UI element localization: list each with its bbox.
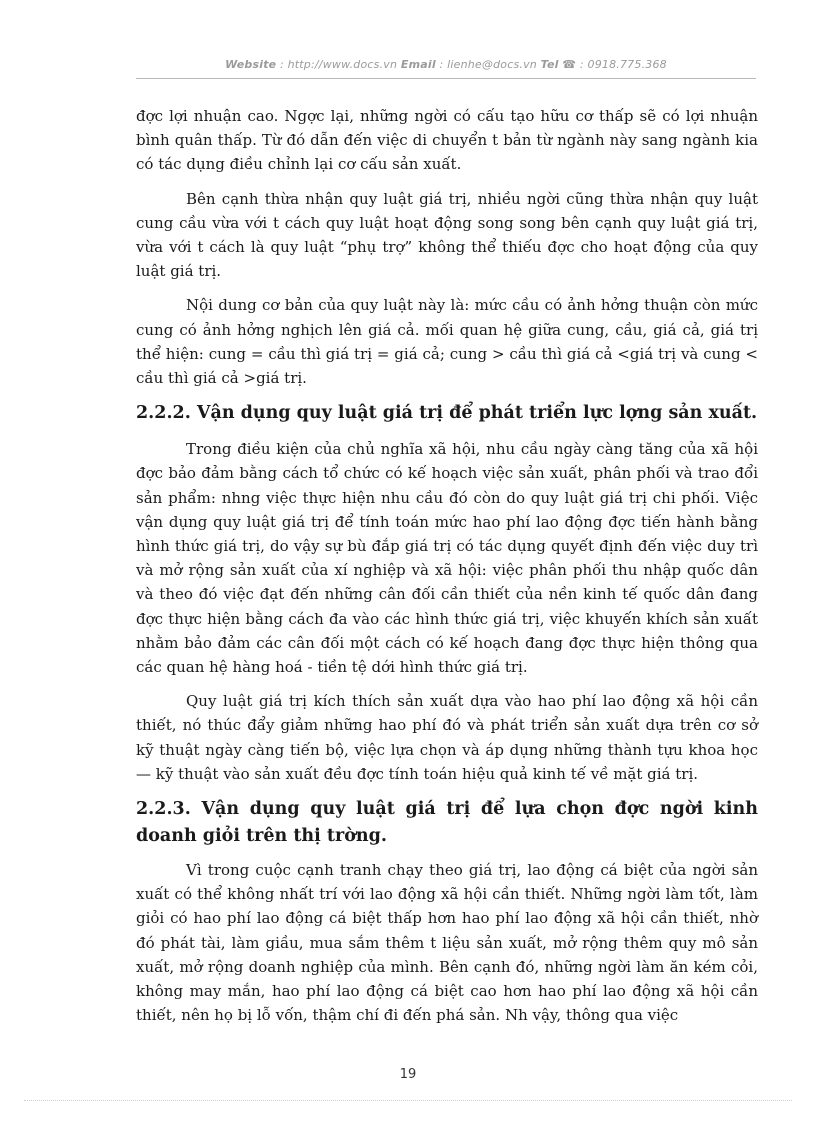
paragraph-1: đợc lợi nhuận cao. Ngợc lại, những ngời có cấu tạo hữu cơ thấp sẽ có lợi nhuận bình quân thấp. Từ đó dẫn đến việc di chuyển t bản từ ngành này sang ngành kia có tác dụng điều chỉnh lại cơ cấu sản xuất. xyxy=(136,107,758,174)
website-url[interactable]: : http://www.docs.vn xyxy=(276,58,401,71)
paragraph-6: Vì trong cuộc cạnh tranh chạy theo giá trị, lao động cá biệt của ngời sản xuất có thể không nhất trí với lao động xã hội cần thiết. Những ngời làm tốt, làm giỏi có hao phí lao động cá biệt thấp hơn hao phí lao động xã hội cần thiết, nhờ đó phát tài, làm giầu, mua sắm thêm t liệu sản xuất, mở rộng thêm quy mô sản xuất, mở rộng doanh nghiệp của mình. Bên cạnh đó, những ngời làm ăn kém cỏi, không may mắn, hao phí lao động cá biệt cao hơn hao phí lao động xã hội cần thiết, nên họ bị lỗ vốn, thậm chí đi đến phá sản. Nh vậy, thông qua việc xyxy=(136,861,758,1025)
page-header xyxy=(136,58,756,71)
section-heading-2-2-3: 2.2.3. Vận dụng quy luật giá trị để lựa chọn đợc ngời kinh doanh giỏi trên thị trờng. xyxy=(136,799,758,847)
page-number: 19 xyxy=(399,1067,417,1082)
email-address[interactable]: : lienhe@docs.vn xyxy=(435,58,541,71)
tel-label: Tel xyxy=(540,58,559,71)
tel-number: ☎ : 0918.775.368 xyxy=(558,58,667,71)
paragraph-4: Trong điều kiện của chủ nghĩa xã hội, nhu cầu ngày càng tăng của xã hội đợc bảo đảm bằng cách tổ chức có kế hoạch việc sản xuất, phân phối và trao đổi sản phẩm: nhng việc thực hiện nhu cầu đó còn do quy luật giá trị chi phối. Việc vận dụng quy luật giá trị để tính toán mức hao phí lao động đợc tiến hành bằng hình thức giá trị, do vậy sự bù đắp giá trị có tác dụng quyết định đến việc duy trì và mở rộng sản xuất của xí nghiệp và xã hội: việc phân phối thu nhập quốc dân và theo đó việc đạt đến những cân đối cần thiết của nền kinh tế quốc dân đang đợc thực hiện bằng cách đa vào các hình thức giá trị, việc khuyến khích sản xuất nhằm bảo đảm các cân đối một cách có kế hoạch đang đợc thực hiện thông qua các quan hệ hàng hoá - tiền tệ dới hình thức giá trị. xyxy=(136,440,758,677)
paragraph-2: Bên cạnh thừa nhận quy luật giá trị, nhiều ngời cũng thừa nhận quy luật cung cầu vừa với t cách quy luật hoạt động song song bên cạnh quy luật giá trị, vừa với t cách là quy luật “phụ trợ” không thể thiếu đợc cho hoạt động của quy luật giá trị. xyxy=(136,189,758,281)
email-label: Email xyxy=(400,58,436,71)
paragraph-3: Nội dung cơ bản của quy luật này là: mức cầu có ảnh hởng thuận còn mức cung có ảnh hởng nghịch lên giá cả. mối quan hệ giữa cung, cầu, giá cả, giá trị thể hiện: cung = cầu thì giá trị = giá cả; cung > cầu thì giá cả <giá trị và cung < cầu thì giá cả >giá trị. xyxy=(136,296,758,388)
document-body xyxy=(136,104,758,1038)
footer-divider xyxy=(24,1100,792,1101)
website-label: Website xyxy=(225,58,277,71)
paragraph-5: Quy luật giá trị kích thích sản xuất dựa vào hao phí lao động xã hội cần thiết, nó thúc đẩy giảm những hao phí đó và phát triển sản xuất dựa trên cơ sở kỹ thuật ngày càng tiến bộ, việc lựa chọn và áp dụng những thành tựu khoa học — kỹ thuật vào sản xuất đều đợc tính toán hiệu quả kinh tế về mặt giá trị. xyxy=(136,692,758,783)
section-heading-2-2-2: 2.2.2. Vận dụng quy luật giá trị để phát triển lực lợng sản xuất. xyxy=(136,403,758,424)
header-divider xyxy=(136,78,756,79)
